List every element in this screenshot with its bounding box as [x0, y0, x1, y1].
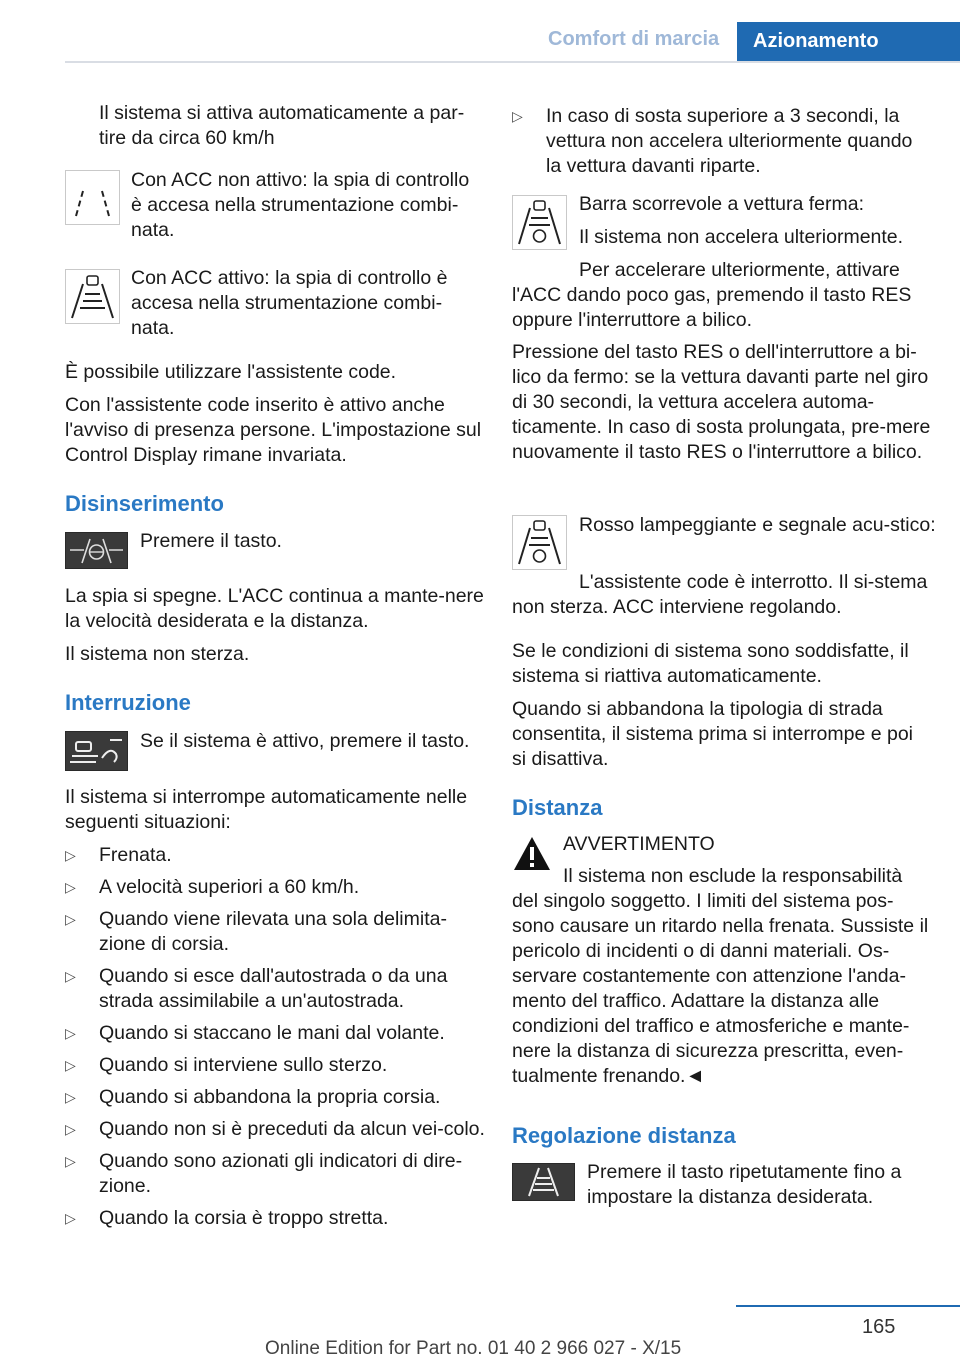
bullet-triangle-icon: ▷ [65, 879, 76, 895]
right-bullet-para [512, 104, 932, 179]
list-item [65, 1206, 485, 1231]
acc-off-para [131, 168, 481, 243]
list-item [65, 964, 485, 1014]
left-body-3 [65, 785, 485, 835]
regolazione-text: Premere il tasto ripetutamente fino a impostare la distanza desiderata. [587, 1161, 902, 1208]
header-chapter-label: Azionamento [753, 30, 879, 52]
barra-text-3: Per accelerare ulteriormente, attivare l'ACC dando poco gas, premendo il tasto RES oppure l'interruttore a bilico. [512, 259, 912, 331]
spia-text: La spia si spegne. L'ACC continua a mante-nere la velocità desiderata e la distanza. [65, 585, 484, 632]
bullet-triangle-icon: ▷ [65, 1153, 76, 1169]
list-item [65, 1021, 485, 1046]
left-body-2 [65, 584, 485, 667]
auto-interrupt-text: Il sistema si interrompe automaticamente nelle seguenti situazioni: [65, 786, 468, 833]
warning-text-2: del singolo soggetto. I limiti del sistema pos-sono causare un ritardo nella frenata. Sussiste il pericolo di incidenti o di danni materiali. Os-servare costantemente con attenzione l'anda-mento del traffico. Adattare la distanza alle condizioni del traffico e atmosferiche e mante-nere la distanza di sicurezza prescritta, even-tualmente frenando.◄ [512, 890, 929, 1087]
rosso-para-2 [512, 570, 932, 620]
header-divider [65, 61, 960, 63]
bullet-triangle-icon: ▷ [65, 1089, 76, 1105]
res-press-text: Pressione del tasto RES o dell'interruttore a bi-lico da fermo: se la vettura davanti parte nel giro di 30 secondi, la vettura accelera automa-ticamente. In caso di sosta prolungata, pre-mere nuovamente il tasto RES o l'interruttore a bilico. [512, 341, 931, 463]
list-item [65, 1085, 485, 1110]
footer-divider [736, 1305, 960, 1307]
rosso-para [579, 513, 939, 538]
interr-para [140, 729, 485, 754]
bullet-triangle-icon: ▷ [65, 911, 76, 927]
rosso-text-2: L'assistente code è interrotto. Il si-stema non sterza. ACC interviene regolando. [512, 571, 928, 618]
list-item [65, 875, 485, 900]
list-item-text: Quando si staccano le mani dal volante. [99, 1022, 445, 1044]
list-item-text: A velocità superiori a 60 km/h. [99, 876, 360, 898]
queue-assist-standstill-icon [512, 195, 567, 250]
disins-para [140, 529, 480, 554]
assistant-info-text: Con l'assistente code inserito è attivo anche l'avviso di presenza persone. L'impostazione sul Control Display rimane invariata. [65, 394, 482, 466]
barra-para-3 [512, 258, 932, 333]
list-item [65, 907, 485, 957]
heading-disinserimento: Disinserimento [65, 491, 224, 516]
left-intro-para [99, 101, 479, 151]
bullet-triangle-icon: ▷ [65, 1025, 76, 1041]
interr-text: Se il sistema è attivo, premere il tasto. [140, 730, 470, 752]
list-item-text: Frenata. [99, 844, 172, 866]
barra-para [579, 192, 939, 256]
list-item-text: Quando viene rilevata una sola delimita-zione di corsia. [99, 908, 447, 955]
bullet-triangle-icon: ▷ [65, 1057, 76, 1073]
left-body-1 [65, 360, 485, 468]
list-item-text: Quando sono azionati gli indicatori di dire-zione. [99, 1150, 463, 1197]
bullet-triangle-icon: ▷ [65, 968, 76, 984]
list-item [65, 1149, 485, 1199]
warning-head [563, 832, 933, 889]
list-item-text: In caso di sosta superiore a 3 secondi, la vettura non accelera ulteriormente quando la vettura davanti riparte. [546, 105, 913, 177]
heading-interruzione: Interruzione [65, 690, 191, 715]
bullet-triangle-icon: ▷ [65, 1121, 76, 1137]
acc-off-text: Con ACC non attivo: la spia di controllo è accesa nella strumentazione combi-nata. [131, 169, 470, 241]
list-item [65, 1117, 485, 1142]
warning-text-1: Il sistema non esclude la responsabilità [563, 865, 903, 887]
warning-triangle-icon [512, 834, 552, 874]
rosso-text: Rosso lampeggiante e segnale acu-stico: [579, 514, 936, 536]
right-body-1 [512, 340, 932, 465]
acc-on-text: Con ACC attivo: la spia di controllo è accesa nella strumentazione combi-nata. [131, 267, 448, 339]
steering-assist-button-icon [65, 532, 128, 569]
page-number: 165 [862, 1316, 896, 1338]
regolazione-para [587, 1160, 932, 1210]
header-section-tab: Comfort di marcia [548, 28, 720, 50]
road-type-text: Quando si abbandona la tipologia di strada consentita, il sistema prima si interrompe e poi si disattiva. [512, 698, 913, 770]
barra-text: Barra scorrevole a vettura ferma: [579, 193, 865, 215]
heading-distanza: Distanza [512, 795, 603, 820]
assistant-possible-text: È possibile utilizzare l'assistente code. [65, 361, 397, 383]
barra-text-2: Il sistema non accelera ulteriormente. [579, 226, 904, 248]
acc-on-lane-car-icon [65, 269, 120, 324]
interrupt-button-icon [65, 731, 128, 771]
header-chapter-tab [737, 22, 960, 63]
list-item-text: Quando si abbandona la propria corsia. [99, 1086, 441, 1108]
list-item-text: Quando la corsia è troppo stretta. [99, 1207, 389, 1229]
bullet-triangle-icon: ▷ [65, 1210, 76, 1226]
list-item-text: Quando non si è preceduti da alcun vei-colo. [99, 1118, 485, 1140]
right-body-2 [512, 639, 932, 772]
no-steer-text: Il sistema non sterza. [65, 643, 250, 665]
bullet-triangle-icon: ▷ [512, 108, 523, 124]
list-item [65, 1053, 485, 1078]
left-intro-text: Il sistema si attiva automaticamente a par-tire da circa 60 km/h [99, 102, 465, 149]
acc-off-lane-icon [65, 170, 120, 225]
disins-text: Premere il tasto. [140, 530, 282, 552]
list-item [65, 843, 485, 868]
heading-regolazione-distanza: Regolazione distanza [512, 1123, 736, 1148]
queue-assist-red-warning-icon [512, 515, 567, 570]
warning-title: AVVERTIMENTO [563, 833, 715, 855]
interrupt-conditions-list [65, 843, 485, 1238]
bullet-triangle-icon: ▷ [65, 847, 76, 863]
list-item-text: Quando si interviene sullo sterzo. [99, 1054, 388, 1076]
distance-button-icon [512, 1163, 575, 1201]
reactivate-text: Se le condizioni di sistema sono soddisfatte, il sistema si riattiva automaticamente. [512, 640, 909, 687]
acc-on-para [131, 266, 481, 341]
warning-body [512, 889, 932, 1089]
list-item-text: Quando si esce dall'autostrada o da una strada assimilabile a un'autostrada. [99, 965, 448, 1012]
list-item [512, 104, 932, 179]
footer-edition: Online Edition for Part no. 01 40 2 966 027 - X/15 [265, 1338, 682, 1359]
